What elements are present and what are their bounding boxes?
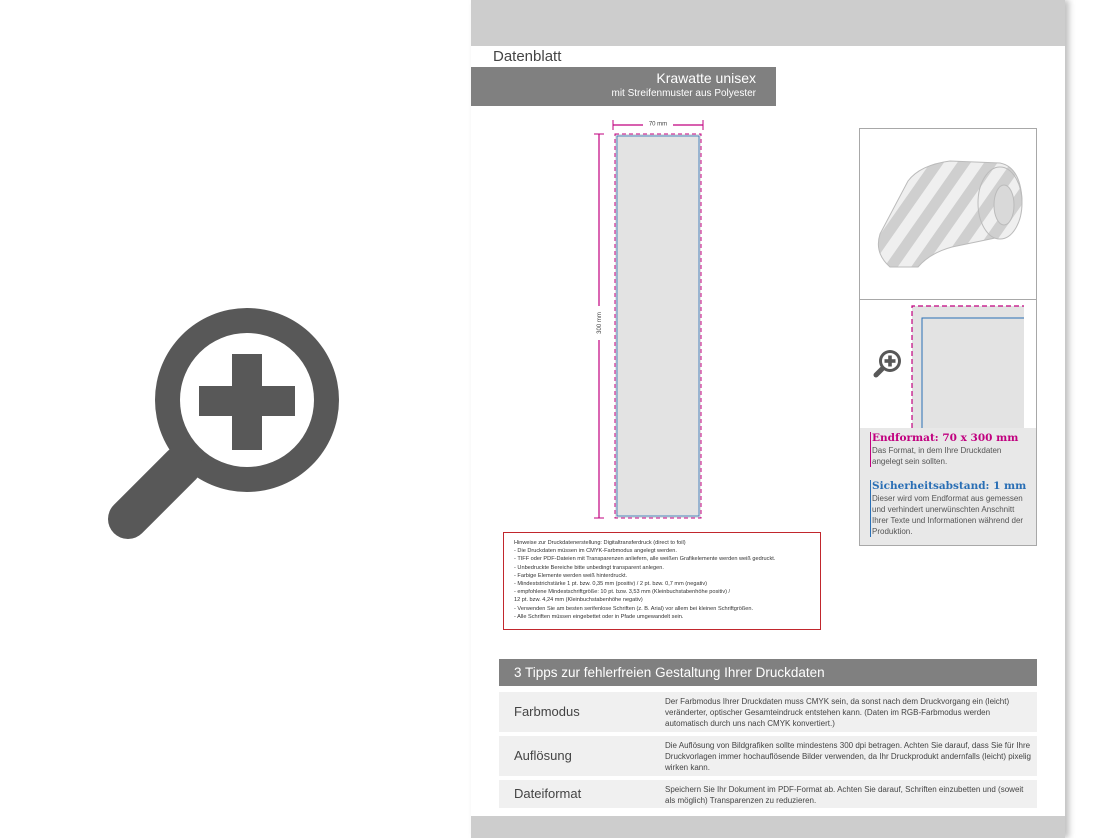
hint-line: - Farbige Elemente werden weiß hinterdruckt. <box>514 572 628 579</box>
endformat-title: Endformat: 70 x 300 mm <box>872 432 1019 444</box>
safety-margin-info <box>870 480 1031 537</box>
hint-line: - Unbedruckte Bereiche bitte unbedingt transparent anlegen. <box>514 564 664 571</box>
print-area-drawing <box>589 118 709 523</box>
product-title-bar <box>471 67 776 106</box>
page-footer-band <box>471 816 1065 838</box>
zoom-in-icon[interactable] <box>100 300 370 560</box>
hint-line: Hinweise zur Druckdatenerstellung: Digitaltransferdruck (direct to foil) <box>514 540 686 546</box>
datasheet-page <box>471 0 1065 838</box>
tip-label: Farbmodus <box>514 704 580 719</box>
hint-line: - Verwenden Sie am besten serifenlose Schriften (z. B. Arial) vor allem bei kleinen Schriftgrößen. <box>514 605 754 612</box>
hint-line: - TIFF oder PDF-Dateien mit Transparenzen anliefern, alle weißen Grafikelemente werden weiß gedruckt. <box>514 556 776 563</box>
product-info-panel <box>859 128 1037 546</box>
tips-header: 3 Tipps zur fehlerfreien Gestaltung Ihrer Druckdaten <box>499 659 1037 686</box>
format-info <box>860 428 1036 545</box>
safety-margin-title: Sicherheitsabstand: 1 mm <box>872 480 1027 492</box>
tip-text: Die Auflösung von Bildgrafiken sollte mindestens 300 dpi betragen. Achten Sie darauf, dass Sie für Ihre Druckvorlagen immer hochauflösende Bilder verwenden, da Ihr Druckprodukt andernfalls (leicht) pixelig wirken kann. <box>665 741 1031 772</box>
product-subtitle: mit Streifenmuster aus Polyester <box>611 88 756 99</box>
corner-detail <box>860 300 1036 428</box>
tip-row-file-format <box>499 780 1037 808</box>
print-hints-box <box>503 532 821 630</box>
tip-row-color-mode <box>499 692 1037 732</box>
tip-label: Auflösung <box>514 748 572 763</box>
zoom-in-icon[interactable] <box>872 348 904 380</box>
tip-row-resolution <box>499 736 1037 776</box>
product-image <box>860 129 1036 300</box>
endformat-info <box>870 432 1031 467</box>
datasheet-label: Datenblatt <box>471 46 591 67</box>
page-header-band <box>471 0 1065 46</box>
tie-product-icon <box>860 129 1036 299</box>
hint-line: - Alle Schriften müssen eingebettet oder in Pfade umgewandelt sein. <box>514 613 684 620</box>
height-dimension-label: 300 mm <box>597 312 603 334</box>
tip-text: Speichern Sie Ihr Dokument im PDF-Format ab. Achten Sie darauf, Schriften einzubetten und (soweit als möglich) Transparenzen zu reduzieren. <box>665 785 1024 805</box>
product-title: Krawatte unisex <box>656 70 756 86</box>
hint-line: 12 pt. bzw. 4,24 mm (Kleinbuchstabenhöhe negativ) <box>514 597 643 604</box>
width-dimension-label: 70 mm <box>648 121 668 128</box>
tip-text: Der Farbmodus Ihrer Druckdaten muss CMYK sein, da sonst nach dem Druckvorgang ein (leicht) veränderter, optischer Gesamteindruck entstehen kann. (Daten im RGB-Farbmodus werden automatisch durch uns nach CMYK konvertiert.) <box>665 697 1010 728</box>
tip-label: Dateiformat <box>514 786 582 801</box>
safety-margin-text: Dieser wird vom Endformat aus gemessen und verhindert unerwünschten Anschnitt Ihrer Texte und Informationen während der Produktion. <box>872 494 1024 536</box>
endformat-text: Das Format, in dem Ihre Druckdaten angelegt sein sollten. <box>872 446 1002 466</box>
hint-line: - Die Druckdaten müssen im CMYK-Farbmodus angelegt werden. <box>514 548 677 555</box>
hint-line: - Mindeststrichstärke 1 pt. bzw. 0,35 mm (positiv) / 2 pt. bzw. 0,7 mm (negativ) <box>514 581 708 588</box>
hint-line: - empfohlene Mindestschriftgröße: 10 pt. bzw. 3,53 mm (Kleinbuchstabenhöhe positiv) / <box>514 589 731 596</box>
